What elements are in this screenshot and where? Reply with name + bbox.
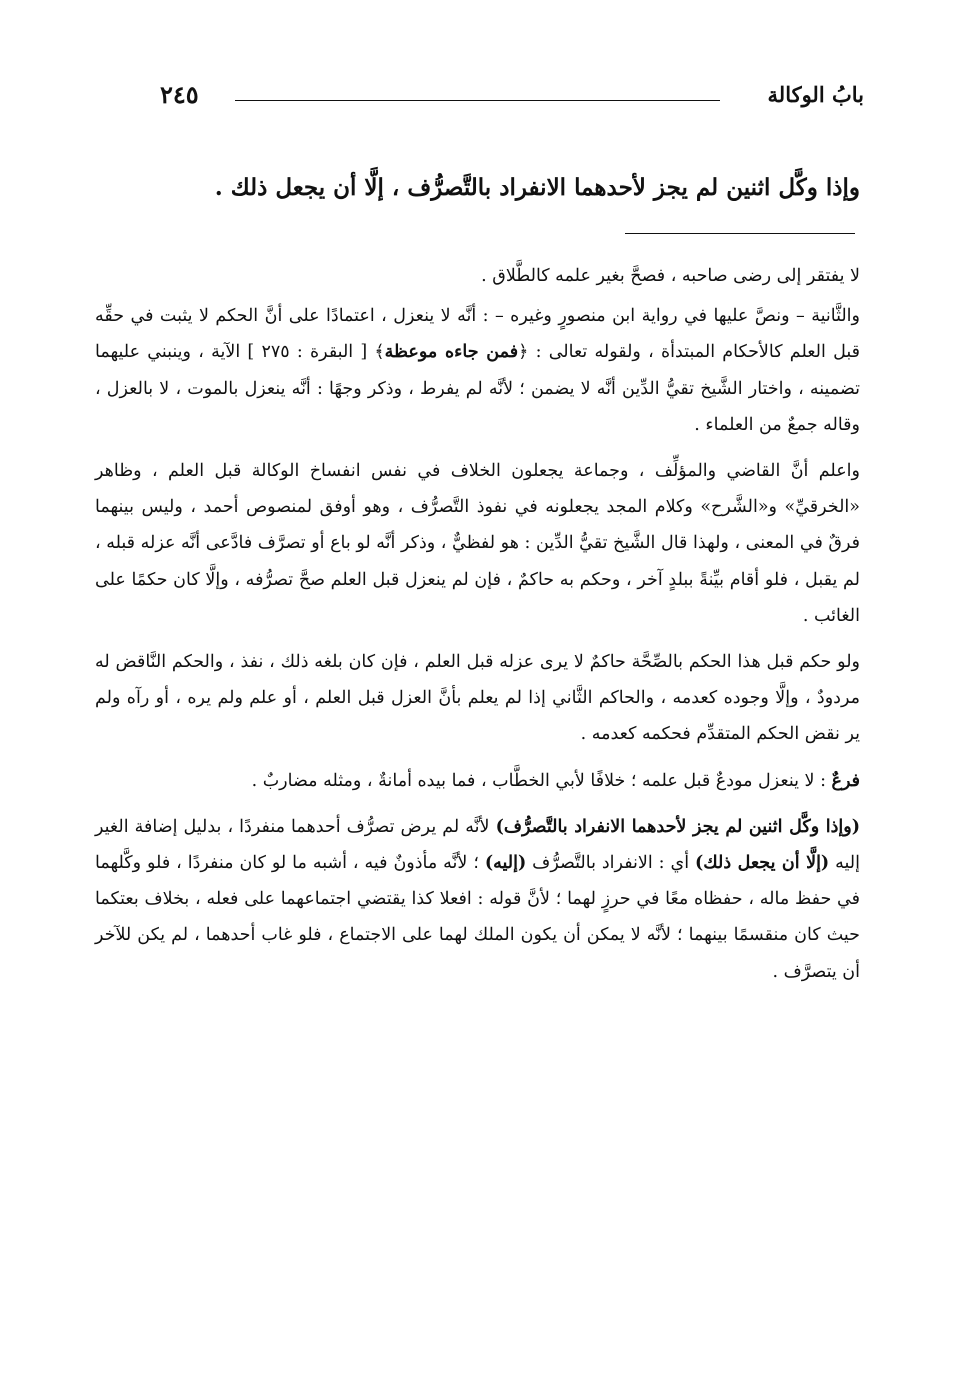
matn-quote-3: (إليه) <box>484 853 527 874</box>
paragraph-4-text: ولو حكم قبل هذا الحكم بالصِّحَّة حاكمٌ لا يرى عزله قبل العلم ، فإن كان بلغه ذلك ، نفذ ، والحكم النَّاقض له مردودٌ ، وإلَّا وجوده كعدمه ، والحاكم الثَّاني إذا لم يعلم بأنَّ العزل قبل العلم ، أو علم ولم يره ، أو رآه ولم ير نقض الحكم المتقدِّم فحكمه كعدمه . <box>95 652 860 745</box>
quran-quote: فمن جاءه موعظة <box>384 342 519 363</box>
matn-quote-2: (إلَّا أن يجعل ذلك) <box>695 853 830 874</box>
far-label: فرعٌ <box>831 770 860 791</box>
paragraph-3 <box>95 453 860 634</box>
paragraph-4 <box>95 644 860 753</box>
paragraph-1 <box>95 258 860 294</box>
page-number: ٢٤٥ <box>160 80 199 109</box>
paragraph-6-text-3: ؛ لأنَّه مأذونٌ فيه ، أشبه ما لو كان منفردًا ، فلو وكَّلهما في حفظ ماله ، حفظاه معًا في حرزٍ لهما ؛ لأنَّ قوله : افعلا كذا يقتضي اجتماعهما على فعله ، بخلاف بعتكما حيث كان منقسمًا بينهما ؛ لأنَّه لا يمكن أن يكون الملك لهما على الاجتماع ، فلو غاب أحدهما ، لم يكن للآخر أن يتصرَّف . <box>95 853 860 982</box>
paragraph-3-text: واعلم أنَّ القاضي والمؤلِّف ، وجماعة يجعلون الخلاف في نفس انفساخ الوكالة قبل العلم ، وظاهر «الخرقيِّ» و«الشَّرح» وكلام المجد يجعلونه في نفوذ التَّصرُّف ، وهو أوفق لمنصوص أحمد ، وليس بينهما فرقٌ في المعنى ، ولهذا قال الشَّيخ تقيُّ الدِّين : هو لفظيٌّ ، وذكر أنَّه لو باع أو تصرَّف فادَّعى أنَّه عزله قبله ، لم يقبل ، فلو أقام بيِّنةً ببلدٍ آخر ، وحكم به حاكمٌ ، فإن لم ينعزل قبل العلم صحَّ تصرُّفه ، وإلَّا كان حكمًا على الغائب . <box>95 461 860 626</box>
commentary-separator <box>625 233 855 234</box>
paragraph-2-text-b: ﴾ [ البقرة : ٢٧٥ ] الآية ، وينبني عليهما تضمينه ، واختار الشَّيخ تقيُّ الدِّين أنَّه لا يضمن ؛ لأنَّه لم يفرط ، وذكر وجهًا : أنَّه ينعزل بالموت ، لا بالعزل ، وقاله جمعٌ من العلماء . <box>95 342 860 435</box>
running-head: بابُ الوكالة <box>767 82 864 107</box>
paragraph-2 <box>95 298 860 443</box>
matn-text: وإذا وكَّل اثنين لم يجز لأحدهما الانفراد بالتَّصرُّف ، إلَّا أن يجعل ذلك . <box>214 174 860 201</box>
header-rule <box>235 100 720 101</box>
paragraph-5 <box>95 763 860 799</box>
matn-quote-1: (وإذا وكَّل اثنين لم يجز لأحدهما الانفراد بالتَّصرُّف) <box>495 816 860 837</box>
paragraph-6 <box>95 809 860 990</box>
paragraph-5-text: : لا ينعزل مودعٌ قبل علمه ؛ خلافًا لأبي الخطَّاب ، فما بيده أمانةٌ ، ومثله مضاربٌ . <box>251 770 832 791</box>
paragraph-6-text-2: أي : الانفراد بالتَّصرُّف <box>526 853 695 874</box>
paragraph-6-text-1: لأنَّه لم يرض تصرُّف أحدهما منفردًا ، بدليل إضافة الغير إليه <box>95 816 860 874</box>
paragraph-1-text: لا يفتقر إلى رضى صاحبه ، فصحَّ بغير علمه كالطَّلاق . <box>481 266 860 286</box>
commentary-body <box>95 258 860 1000</box>
paragraph-2-text-a: والثَّانية – ونصَّ عليها في رواية ابن منصورٍ وغيره – : أنَّه لا ينعزل ، اعتمادًا على أنَّ الحكم لا يثبت في حقِّه قبل العلم كالأحكام المبتدأة ، ولقوله تعالى : ﴿ <box>95 306 860 363</box>
